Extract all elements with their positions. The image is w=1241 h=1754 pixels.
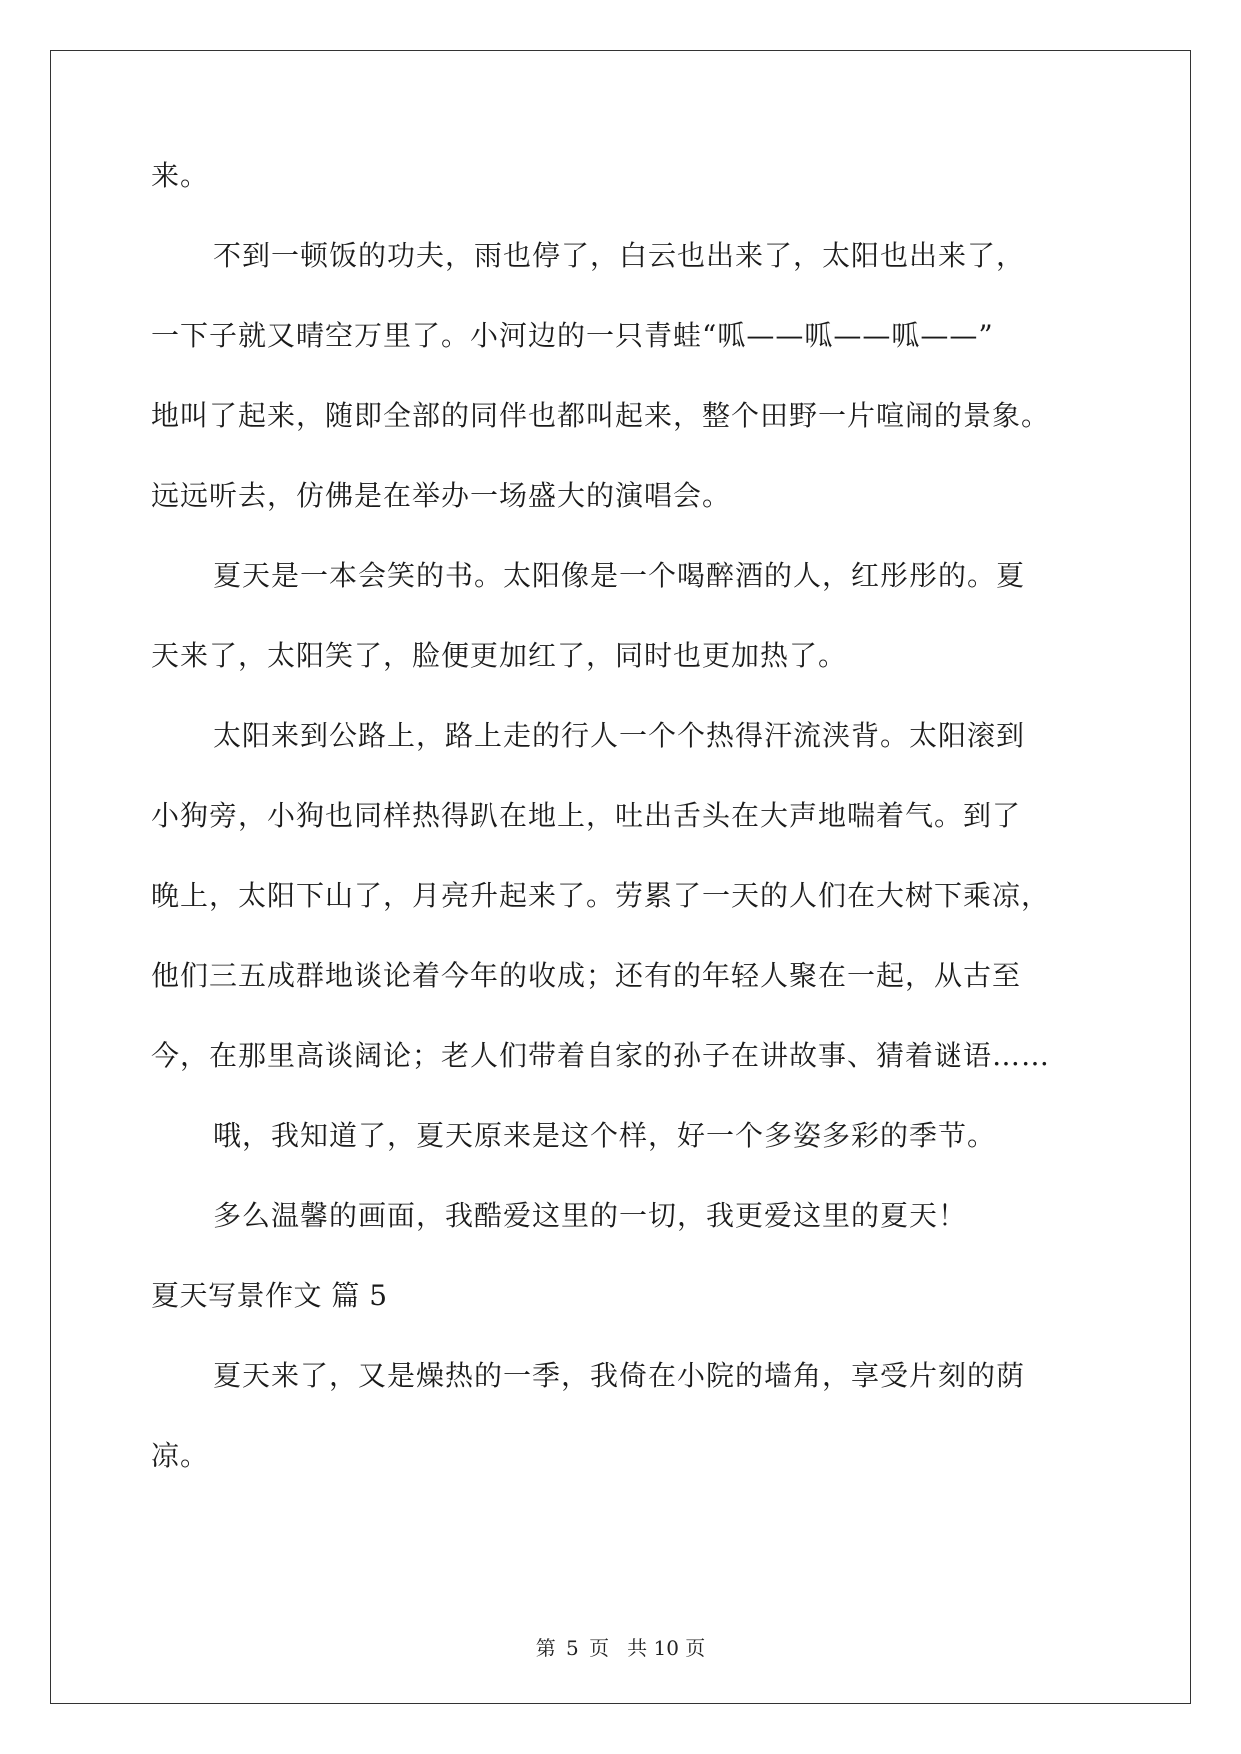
text-line: 太阳来到公路上，路上走的行人一个个热得汗流浃背。太阳滚到	[213, 719, 1026, 752]
text-line: 晚上，太阳下山了，月亮升起来了。劳累了一天的人们在大树下乘凉，	[151, 879, 1051, 912]
text-line: 一下子就又晴空万里了。小河边的一只青蛙“呱——呱——呱——”	[151, 319, 994, 352]
text-line: 他们三五成群地谈论着今年的收成；还有的年轻人聚在一起，从古至	[151, 959, 1022, 992]
text-line: 不到一顿饭的功夫，雨也停了，白云也出来了，太阳也出来了，	[213, 239, 1026, 272]
section-heading: 夏天写景作文 篇 5	[151, 1279, 388, 1312]
text-line: 哦，我知道了，夏天原来是这个样，好一个多姿多彩的季节。	[213, 1119, 997, 1152]
text-line: 地叫了起来，随即全部的同伴也都叫起来，整个田野一片喧闹的景象。	[151, 399, 1051, 432]
text-line: 夏天来了，又是燥热的一季，我倚在小院的墙角，享受片刻的荫	[213, 1359, 1026, 1392]
text-line: 天来了，太阳笑了，脸便更加红了，同时也更加热了。	[151, 639, 848, 672]
page-footer	[0, 1636, 1241, 1660]
document-body	[151, 158, 1091, 1518]
text-line: 来。	[151, 159, 210, 192]
text-line: 小狗旁，小狗也同样热得趴在地上，吐出舌头在大声地喘着气。到了	[151, 799, 1022, 832]
text-line: 夏天是一本会笑的书。太阳像是一个喝醉酒的人，红彤彤的。夏	[213, 559, 1026, 592]
text-line: 今，在那里高谈阔论；老人们带着自家的孙子在讲故事、猜着谜语……	[151, 1039, 1051, 1072]
page-number: 第 5 页	[535, 1636, 610, 1660]
text-line: 凉。	[151, 1439, 210, 1472]
page-total: 共 10 页	[627, 1636, 706, 1660]
text-line: 远远听去，仿佛是在举办一场盛大的演唱会。	[151, 479, 732, 512]
text-line: 多么温馨的画面，我酷爱这里的一切，我更爱这里的夏天！	[213, 1199, 968, 1232]
